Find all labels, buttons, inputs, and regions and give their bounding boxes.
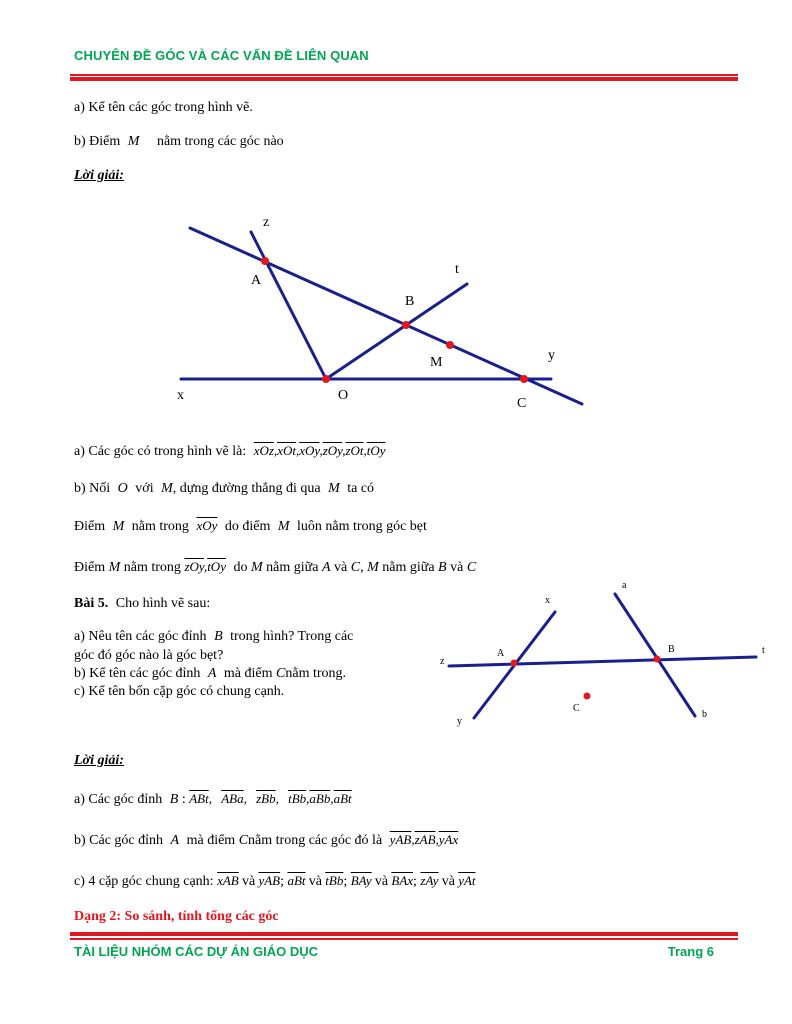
ans-b-c: C bbox=[238, 833, 249, 848]
label-a: A bbox=[251, 273, 262, 288]
footer-rule-thick bbox=[70, 932, 738, 936]
and-word: và bbox=[308, 874, 323, 889]
q-b-post: nằm trong. bbox=[285, 666, 347, 681]
line-4: Điểm M nằm trong $\overline{zOy},\overline{tOy}$ do M nằm giữa A và C, M nằm giữa B và C bbox=[74, 559, 477, 575]
line-3-m: M bbox=[112, 519, 125, 534]
exercise-5-q-a2: góc đó góc nào là góc bẹt? bbox=[74, 648, 224, 663]
footer-left: TÀI LIỆU NHÓM CÁC DỰ ÁN GIÁO DỤC bbox=[74, 944, 319, 959]
line-zt bbox=[449, 657, 756, 666]
point-b bbox=[654, 656, 661, 663]
line-4-c: C bbox=[350, 560, 361, 575]
question-b bbox=[74, 134, 284, 150]
answer-b-pre: b) Nối bbox=[74, 481, 111, 496]
angle: $\overline{zAB}$ bbox=[414, 832, 436, 847]
angle-list: $\overline{ABt}$, $\overline{ABa}$, $\overline{zBb}$, $\overline{tBb},\overline{aBb},\overline{aBt}$ bbox=[189, 791, 352, 806]
ans-b-a: A bbox=[170, 833, 180, 848]
label-z: z bbox=[263, 215, 270, 230]
line-4-a: A bbox=[321, 560, 331, 575]
angle: $\overline{zBb}$ bbox=[256, 791, 276, 806]
angle: $\overline{tOy}$ bbox=[207, 559, 226, 574]
and-word: và bbox=[374, 874, 389, 889]
line-3-angle: $\overline{xOy}$ bbox=[196, 518, 218, 533]
angle-list: $\overline{xOz},\overline{xOt},\overline{xOy},\overline{zOy},\overline{zOt},\overline{tOy}$ bbox=[253, 443, 386, 458]
angle: $\overline{yAt}$ bbox=[458, 873, 476, 888]
angle: $\overline{BAx}$ bbox=[391, 873, 414, 888]
exercise-5-q-b bbox=[74, 666, 346, 682]
answer-b-mid: với bbox=[135, 481, 154, 496]
q-b-a: A bbox=[207, 666, 217, 681]
label-c: C bbox=[517, 396, 527, 411]
angle: $\overline{BAy}$ bbox=[350, 873, 372, 888]
line-4-between2: nằm giữa bbox=[382, 560, 435, 575]
line-4-m2: M bbox=[250, 560, 263, 575]
label-m: M bbox=[430, 355, 443, 370]
exercise-5-heading bbox=[74, 596, 210, 612]
exercise-5-title: Bài 5. bbox=[74, 596, 109, 611]
question-a: a) Kể tên các góc trong hình vẽ. bbox=[74, 100, 253, 115]
angle: $\overline{zOy}$ bbox=[322, 443, 343, 458]
angle: $\overline{xOy}$ bbox=[299, 443, 320, 458]
angle: $\overline{xOz}$ bbox=[253, 443, 274, 458]
q-a1-b: B bbox=[214, 629, 223, 644]
line-3-m2: M bbox=[277, 519, 290, 534]
line-4-do: do bbox=[233, 560, 248, 575]
section-heading: Dạng 2: So sánh, tính tổng các góc bbox=[74, 909, 279, 924]
answer-b bbox=[74, 481, 374, 497]
label-a-point: A bbox=[497, 648, 505, 659]
footer-rule-thin bbox=[70, 938, 738, 940]
line-3-pre: Điểm bbox=[74, 519, 106, 534]
line-4-angles: $\overline{zOy},\overline{tOy}$ bbox=[184, 559, 226, 574]
line-ab bbox=[615, 594, 695, 716]
angle: $\overline{yAx}$ bbox=[438, 832, 459, 847]
line-4-m: M bbox=[108, 560, 121, 575]
label-z: z bbox=[440, 656, 445, 667]
angle-pair bbox=[351, 873, 413, 888]
label-o: O bbox=[338, 388, 349, 403]
ans-c-pre: c) 4 cặp góc chung cạnh: bbox=[74, 874, 214, 889]
line-4-between1: nằm giữa bbox=[266, 560, 319, 575]
label-b: B bbox=[668, 644, 675, 655]
line-4-and1: và bbox=[334, 560, 348, 575]
header-title: CHUYÊN ĐỀ GÓC VÀ CÁC VẤN ĐỀ LIÊN QUAN bbox=[74, 48, 369, 63]
angle-pair bbox=[287, 873, 343, 888]
line-4-c2: C bbox=[466, 560, 477, 575]
q-a1-post: trong hình? Trong các bbox=[230, 629, 354, 644]
label-c: C bbox=[573, 703, 580, 714]
answer-b-o: O bbox=[117, 481, 128, 496]
exercise-5-intro: Cho hình vẽ sau: bbox=[115, 596, 211, 611]
q-b-c: C bbox=[276, 666, 286, 681]
figure-1 bbox=[0, 200, 792, 420]
ans-b-mid: mà điểm bbox=[186, 833, 236, 848]
angle: $\overline{ABa}$ bbox=[221, 791, 244, 806]
line-4-b: B bbox=[438, 560, 447, 575]
angle-pair bbox=[217, 873, 280, 888]
angle: $\overline{zOt}$ bbox=[345, 443, 364, 458]
angle: $\overline{xAB}$ bbox=[217, 873, 239, 888]
ans-a-b: B bbox=[169, 792, 179, 807]
and-word: và bbox=[441, 874, 455, 889]
question-b-pre: b) Điểm bbox=[74, 134, 121, 149]
angle: $\overline{tOy}$ bbox=[366, 443, 386, 458]
line-4-and2: và bbox=[450, 560, 464, 575]
ans-b-pre: b) Các góc đỉnh bbox=[74, 833, 164, 848]
angle: $\overline{yAB}$ bbox=[258, 873, 281, 888]
exercise-5-q-a1 bbox=[74, 629, 353, 645]
line-3 bbox=[74, 518, 427, 535]
line-3-mid2: do điểm bbox=[224, 519, 271, 534]
label-b: B bbox=[405, 294, 415, 309]
question-b-var: M bbox=[127, 134, 140, 149]
line-4-pre: Điểm bbox=[74, 560, 106, 575]
line-3-mid: nằm trong bbox=[131, 519, 189, 534]
answer-b-m: M bbox=[161, 481, 173, 496]
angle: $\overline{aBt}$ bbox=[287, 873, 306, 888]
angle: $\overline{aBt}$ bbox=[333, 791, 352, 806]
angle: $\overline{xOt}$ bbox=[277, 443, 296, 458]
point-a bbox=[261, 257, 269, 265]
angle-list: $\overline{yAB},\overline{zAB},\overline{yAx}$ bbox=[389, 832, 459, 847]
point-c bbox=[584, 693, 591, 700]
angle: $\overline{zOy}$ bbox=[184, 559, 204, 574]
label-y: y bbox=[457, 716, 462, 727]
angle: $\overline{aBb}$ bbox=[309, 791, 331, 806]
angle-pair bbox=[420, 873, 475, 888]
label-y: y bbox=[548, 348, 555, 363]
angle: $\overline{ABt}$ bbox=[189, 791, 209, 806]
label-x: x bbox=[177, 388, 184, 403]
point-o bbox=[322, 375, 330, 383]
answer-b-m2: M bbox=[328, 481, 340, 496]
footer-page-number: Trang 6 bbox=[667, 944, 714, 959]
label-x: x bbox=[545, 595, 550, 606]
label-t: t bbox=[762, 645, 765, 656]
angle: $\overline{yAB}$ bbox=[389, 832, 412, 847]
answer-a bbox=[74, 443, 386, 460]
exercise-5-answer-b bbox=[74, 832, 458, 849]
q-b-pre: b) Kể tên các góc đỉnh bbox=[74, 666, 201, 681]
exercise-5-answer-c: c) 4 cặp góc chung cạnh: $\overline{xAB}$ và $\overline{yAB}$; $\overline{aBt}$ và $\overline{tBb}$; $\overline{BAy}$ và $\overline{BAx}$; $\overline{zAy}$ và $\overline{yAt}$ bbox=[74, 873, 476, 889]
q-b-mid: mà điểm bbox=[223, 666, 273, 681]
answer-b-end: ta có bbox=[347, 481, 375, 496]
point-m bbox=[446, 341, 454, 349]
solution-label-2: Lời giải: bbox=[74, 753, 124, 768]
angle: $\overline{tBb}$ bbox=[325, 873, 344, 888]
ray-oz bbox=[251, 232, 326, 379]
point-a bbox=[511, 660, 518, 667]
ans-b-post: nằm trong các góc đó là bbox=[248, 833, 383, 848]
point-c bbox=[520, 375, 528, 383]
ans-a-pre: a) Các góc đỉnh bbox=[74, 792, 163, 807]
angle: $\overline{tBb}$ bbox=[288, 791, 307, 806]
solution-label-1: Lời giải: bbox=[74, 168, 124, 183]
and-word: và bbox=[241, 874, 256, 889]
header-rule-thin bbox=[70, 74, 738, 76]
angle: $\overline{zAy}$ bbox=[420, 873, 439, 888]
question-b-post: nằm trong các góc nào bbox=[156, 134, 284, 149]
point-b bbox=[402, 321, 410, 329]
line-4-m3: M bbox=[367, 560, 379, 575]
label-a: a bbox=[622, 580, 627, 591]
line-3-post: luôn nằm trong góc bẹt bbox=[297, 519, 427, 534]
label-t: t bbox=[455, 262, 459, 277]
answer-b-post: , dựng đường thẳng đi qua bbox=[172, 481, 321, 496]
exercise-5-answer-a: a) Các góc đỉnh B : $\overline{ABt}$, $\overline{ABa}$, $\overline{zBb}$, $\overline{tBb},\overline{aBb},\overline{aBt}$ bbox=[74, 791, 352, 807]
line-4-mid: nằm trong bbox=[123, 560, 181, 575]
figure-2 bbox=[430, 578, 780, 728]
exercise-5-q-c: c) Kể tên bốn cặp góc có chung cạnh. bbox=[74, 684, 285, 699]
label-b-ray: b bbox=[702, 709, 707, 720]
q-a1-pre: a) Nêu tên các góc đỉnh bbox=[74, 629, 207, 644]
header-rule-thick bbox=[70, 77, 738, 81]
answer-a-pre: a) Các góc có trong hình vẽ là: bbox=[74, 444, 247, 459]
